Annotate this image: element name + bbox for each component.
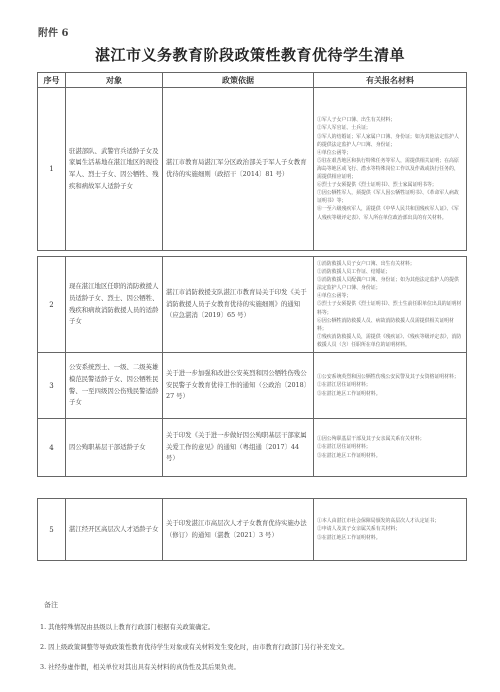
row-object: 现在湛江地区任职的消防救援人员适龄子女、烈士、因公牺牲、残疾和病故消防救援人员的适龄子女 (66, 257, 163, 353)
header-no: 序号 (38, 73, 66, 88)
note-item: 3. 社经券虚作假，相关单位对其出具有关材料的真伪性及其后果负责。 (40, 663, 240, 671)
row-number: 1 (38, 88, 66, 251)
row-number: 2 (38, 257, 66, 353)
material-item: ②申请人及其子女亲属关系有关材料； (317, 526, 401, 533)
attachment-label: 附件 6 (38, 28, 69, 39)
header-object: 对象 (66, 73, 163, 88)
row-number: 4 (38, 419, 66, 477)
row-materials (314, 353, 467, 419)
note-item: 1. 其他特殊情况由县级以上教育行政部门根据有关政策确定。 (40, 623, 215, 631)
material-item: ⑥烈士子女须提供《烈士证明书》、烈士家属证明书等； (317, 182, 437, 189)
row-number: 3 (38, 353, 66, 419)
table-row (38, 257, 467, 353)
row-policy: 湛江市教育局湛江军分区政治部关于军人子女教育优待的实施细则（政招干〔2014〕81 号） (163, 88, 314, 251)
table-row (38, 499, 467, 561)
row-materials (314, 88, 467, 251)
material-item: ①公安系统英烈和因公牺牲伤残公安民警及其子女资格证明材料； (317, 374, 459, 381)
material-item: ⑥因公牺牲消防救援人员、病故消防救援人员需提供相关证明材料； (317, 317, 454, 332)
material-item: ③在湛江地区工作证明材料。 (317, 452, 381, 459)
material-item: ②消防救援人员工作证、结婚证； (317, 269, 391, 276)
material-item: ①军人子女户口簿、出生有关材料； (317, 117, 396, 124)
material-item: ③在湛江地区工作证明材料。 (317, 390, 381, 397)
row-materials (314, 257, 467, 353)
row-policy: 关于印发《关于进一步做好因公殉职基层干部家属关爱工作的意见》的通知（粤组通〔2017〕44 号） (163, 419, 314, 477)
material-item: ①本人由湛江市社会保障局颁发的高层次人才认定证书； (317, 518, 440, 525)
table-row (38, 353, 467, 419)
material-item: ②在湛江居住证明材料； (317, 382, 371, 389)
material-item: ⑧一至六级残疾军人，需提供《中华人民共和国残疾军人证》、《军人残疾等级评定表》、军人所在单位政治部出具的有关材料。 (317, 206, 459, 221)
material-item: ③军人的结婚证；军人家属户口簿、身份证；如为其他法定监护人的提供法定监护人户口簿、身份证； (317, 133, 459, 148)
header-policy: 政策依据 (163, 73, 314, 88)
row-policy: 湛江市消防救援支队湛江市教育局关于印发《关于消防救援人员子女教育优待的实施细则》的通知（应急湛消〔2019〕65 号） (163, 257, 314, 353)
material-item: ③在湛江地区工作证明材料。 (317, 534, 381, 541)
material-item: ②在湛江居住证明材料； (317, 444, 371, 451)
row-number: 5 (38, 499, 66, 561)
row-object: 因公殉职基层干部适龄子女 (66, 419, 163, 477)
material-item: ⑤驻在艰苦地区和执行特殊任务等军人，需提供相关证明；在高原海岛等地区或飞行、潜水等特殊岗位工作以及作战或执行任务的，需提供相应证明； (317, 157, 459, 181)
table-row (38, 419, 467, 477)
table-2 (37, 256, 467, 477)
page-title: 湛江市义务教育阶段政策性教育优待学生清单 (94, 46, 405, 64)
material-item: ①消防救援人员子女户口簿、出生有关材料； (317, 260, 415, 267)
material-item: ④单位公函等； (317, 293, 352, 300)
material-item: ①因公殉职基层干部及其子女亲属关系有关材料； (317, 436, 425, 443)
row-policy: 关于印发湛江市高层次人才子女教育优待实施办法（修订）的通知（湛教〔2021〕3 号） (163, 499, 314, 561)
table-row (38, 88, 467, 251)
table-header-row (38, 73, 467, 88)
row-object: 驻湛部队、武警官兵适龄子女及家属生活基地在湛江地区的现役军人、烈士子女、因公牺牲、残疾和病故军人适龄子女 (66, 88, 163, 251)
row-object: 湛江经开区高层次人才适龄子女 (66, 499, 163, 561)
material-item: ②军人军官证、士兵证； (317, 125, 371, 132)
row-object: 公安系统烈士、一级、二级英雄模范民警适龄子女、因公牺牲民警、一至四级因公伤残民警适龄子女 (66, 353, 163, 419)
material-item: ⑤烈士子女须提供《烈士证明书》、烈士生前任职单位出具的证明材料等； (317, 301, 462, 316)
material-item: ⑦因公牺牲军人，须提供《军人因公牺牲证明书》、《革命军人病故证明书》等； (317, 190, 459, 205)
row-materials (314, 419, 467, 477)
row-policy: 关于进一步加强和改进公安英烈和因公牺牲伤残公安民警子女教育优待工作的通知（公政治〔2018〕27 号） (163, 353, 314, 419)
material-item: ④单位公函等； (317, 149, 352, 156)
header-materials: 有关报名材料 (314, 73, 467, 88)
row-materials (314, 499, 467, 561)
notes-heading: 备注 (44, 601, 58, 609)
note-item: 2. 因上级政策调整等导致政策性教育优待学生对象或有关材料发生变化时，由市教育行政部门另行补充发文。 (40, 643, 349, 651)
table-1 (37, 72, 467, 251)
material-item: ③消防救援人员配偶户口簿、身份证；如为其他法定监护人的提供法定监护人户口簿、身份证； (317, 277, 459, 292)
table-3 (37, 498, 467, 561)
material-item: ⑦残疾消防救援人员，需提供《残疾证》、《残疾等级评定表》，消防救援人员（含）任职所在单位的证明材料。 (317, 333, 462, 348)
